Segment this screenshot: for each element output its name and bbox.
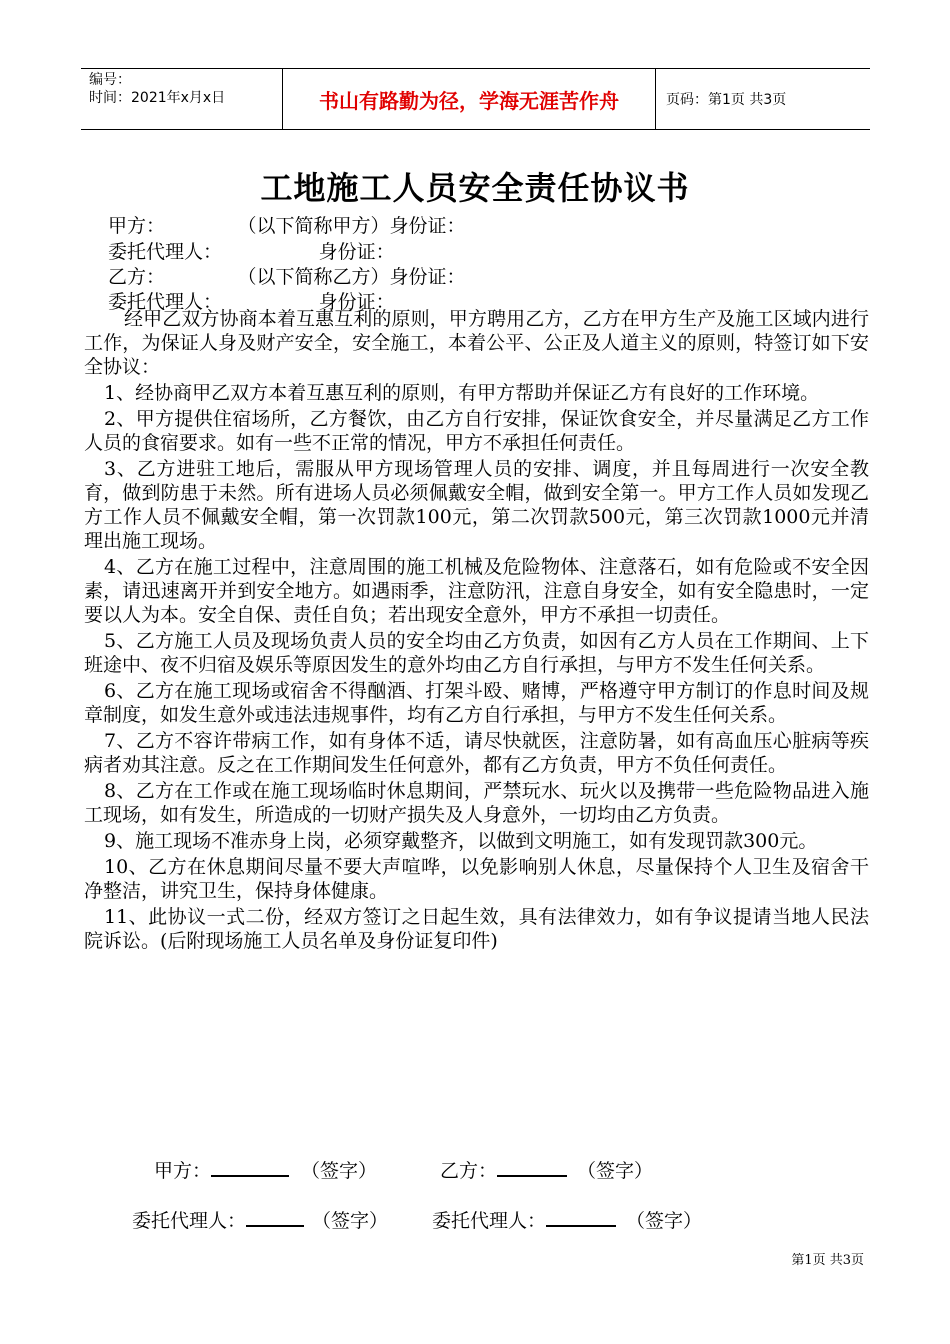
header-page-info: 页码：第1页 共3页 — [666, 92, 787, 108]
agreement-item: 8、乙方在工作或在施工现场临时休息期间，严禁玩水、玩火以及携带一些危险物品进入施工现场，如有发生，所造成的一切财产损失及人身意外，一切均由乙方负责。 — [84, 780, 869, 826]
agreement-item: 3、乙方进驻工地后，需服从甲方现场管理人员的安排、调度，并且每周进行一次安全教育，做到防患于未然。所有进场人员必须佩戴安全帽，做到安全第一。甲方工作人员如发现乙方工作人员不佩戴安全帽，第一次罚款100元，第二次罚款500元，第三次罚款1000元并清理出施工现场。 — [84, 458, 869, 552]
agreement-item: 4、乙方在施工过程中，注意周围的施工机械及危险物体、注意落石，如有危险或不安全因素，请迅速离开并到安全地方。如遇雨季，注意防汛，注意自身安全，如有安全隐患时，一定要以人为本。安全自保、责任自负；若出现安全意外，甲方不承担一切责任。 — [84, 556, 869, 626]
document-title: 工地施工人员安全责任协议书 — [260, 169, 690, 207]
party-b-agent-line: 委托代理人： 身份证： — [108, 291, 395, 313]
party-b-line: 乙方： （以下简称乙方）身份证： — [108, 266, 466, 288]
page-footer: 第1页 共3页 — [791, 1253, 864, 1268]
agreement-item: 9、施工现场不准赤身上岗，必须穿戴整齐，以做到文明施工，如有发现罚款300元。 — [104, 830, 818, 852]
agreement-body — [84, 307, 869, 955]
agreement-item: 5、乙方施工人员及现场负责人员的安全均由乙方负责，如因有乙方人员在工作期间、上下班途中、夜不归宿及娱乐等原因发生的意外均由乙方自行承担，与甲方不发生任何关系。 — [84, 630, 869, 676]
agreement-item: 1、经协商甲乙双方本着互惠互利的原则，有甲方帮助并保证乙方有良好的工作环境。 — [104, 382, 820, 404]
header-motto: 书山有路勤为径，学海无涯苦作舟 — [319, 88, 619, 113]
agreement-item: 7、乙方不容许带病工作，如有身体不适，请尽快就医，注意防暑，如有高血压心脏病等疾病者劝其注意。反之在工作期间发生任何意外，都有乙方负责，甲方不负任何责任。 — [84, 730, 869, 776]
header-motto-cell — [283, 69, 656, 129]
party-b-signature: 乙方： （签字） — [440, 1156, 653, 1183]
header-meta — [81, 69, 283, 129]
agreement-item: 10、乙方在休息期间尽量不要大声喧哗，以免影响别人休息，尽量保持个人卫生及宿舍干净整洁，讲究卫生，保持身体健康。 — [84, 856, 869, 902]
agreement-item: 2、甲方提供住宿场所，乙方餐饮，由乙方自行安排，保证饮食安全，并尽量满足乙方工作人员的食宿要求。如有一些不正常的情况，甲方不承担任何责任。 — [84, 408, 869, 454]
signature-blank — [211, 1157, 289, 1177]
document-number-label: 编号： — [89, 72, 131, 88]
signature-blank — [497, 1157, 567, 1177]
document-time-label: 时间：2021年x月x日 — [89, 90, 226, 106]
signature-blank — [546, 1207, 616, 1227]
agreement-item: 11、此协议一式二份，经双方签订之日起生效，具有法律效力，如有争议提请当地人民法院诉讼。(后附现场施工人员名单及身份证复印件) — [84, 906, 869, 952]
party-a-agent-signature: 委托代理人： （签字） — [132, 1206, 388, 1233]
party-a-line: 甲方： （以下简称甲方）身份证： — [108, 215, 466, 237]
signature-blank — [246, 1207, 304, 1227]
party-b-agent-signature: 委托代理人： （签字） — [432, 1206, 702, 1233]
agreement-item: 6、乙方在施工现场或宿舍不得酗酒、打架斗殴、赌博，严格遵守甲方制订的作息时间及规章制度，如发生意外或违法违规事件，均有乙方自行承担，与甲方不发生任何关系。 — [84, 680, 869, 726]
page-header — [81, 68, 870, 130]
agreement-intro: 经甲乙双方协商本着互惠互利的原则，甲方聘用乙方，乙方在甲方生产及施工区域内进行工作，为保证人身及财产安全，安全施工，本着公平、公正及人道主义的原则，特签订如下安全协议： — [84, 308, 869, 378]
party-a-signature: 甲方： （签字） — [154, 1156, 377, 1183]
party-a-agent-line: 委托代理人： 身份证： — [108, 241, 395, 263]
